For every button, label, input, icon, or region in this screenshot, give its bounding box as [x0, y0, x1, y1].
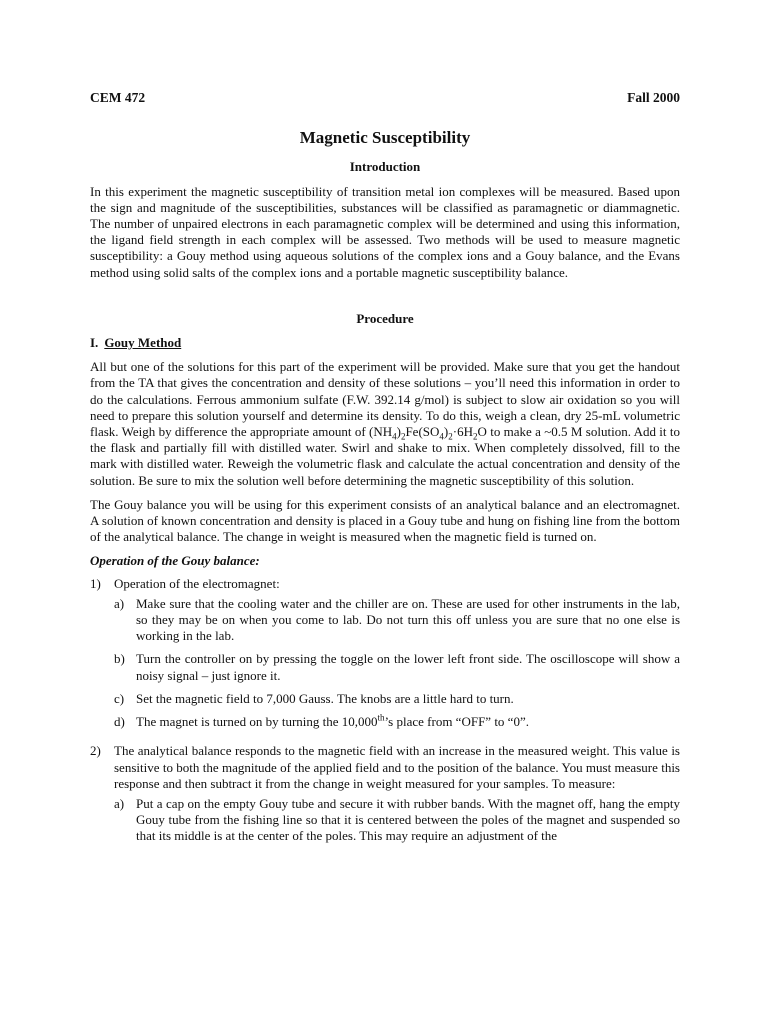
step-1-item-a: a) Make sure that the cooling water and the chiller are on. These are used for other instruments in the lab, so they may be on when you come to lab. Do not turn this off unless you are sure that no one else is working in the lab.	[114, 595, 680, 644]
section-title: Gouy Method	[104, 335, 182, 351]
course-code: CEM 472	[90, 90, 146, 105]
step-1: 1) Operation of the electromagnet: a) Make sure that the cooling water and the chiller are on. These are used for other instruments in the lab, so they may be on when you come to lab. Do not turn this off unless you are sure that no one else is working in the lab. b) Turn the controller on by pressing the toggle on the lower left front side. The oscilloscope will show a noisy signal – just ignore it. c) Set the magnetic field to 7,000 Gauss. The knobs are a little hard to turn. d) The magnet is turned on by turning the 10,000th’s place from “OFF” to “0”.	[90, 575, 680, 730]
gouy-paragraph-1: All but one of the solutions for this part of the experiment will be provided. Make sure that you get the handout from the TA that gives the concentration and density of these solutions – you’ll need this information in order to do the calculations. Ferrous ammonium sulfate (F.W. 392.14 g/mol) is subject to slow air oxidation so you will need to prepare this solution yourself and determine its density. To do this, weigh a clean, dry 25-mL volumetric flask. Weigh by difference the appropriate amount of $(NH_4)_2Fe(SO_4)_2\cdot 6H_2O$ to make a ~0.5 M solution. Add it to the flask and partially fill with distilled water. Swirl and shake to mix. When completely dissolved, fill to the mark with distilled water. Reweigh the volumetric flask and calculate the actual concentration and density of the solution. Be sure to mix the solution well before determining the magnetic susceptibility of this solution.	[90, 359, 680, 488]
step-2-sublist	[114, 796, 680, 845]
introduction-heading: Introduction	[349, 159, 421, 175]
document-header	[90, 90, 680, 106]
step-2: 2) The analytical balance responds to the magnetic field with an increase in the measured weight. This value is sensitive to both the magnitude of the applied field and to the position of the balance. You must measure this response and then subtract it from the change in weight measured for your samples. To measure: a) Put a cap on the empty Gouy tube and secure it with rubber bands. With the magnet off, hang the empty Gouy tube from the fishing line so that it is centered between the poles of the magnet and suspended so that its middle is at the center of the poles. This may require an adjustment of the	[90, 743, 680, 844]
gouy-method-heading	[90, 335, 680, 351]
operation-heading: Operation of the Gouy balance:	[90, 553, 260, 569]
document-title: Magnetic Susceptibility	[299, 128, 471, 148]
term-label: Fall 2000	[627, 90, 680, 105]
step-1-item-d: d) The magnet is turned on by turning the 10,000th’s place from “OFF” to “0”.	[114, 712, 529, 730]
section-number: I.	[90, 335, 99, 351]
step-1-item-c: c) Set the magnetic field to 7,000 Gauss. The knobs are a little hard to turn.	[114, 690, 514, 706]
chemical-formula: $(NH_4)_2Fe(SO_4)_2\cdot 6H_2O$	[369, 424, 487, 442]
step-1-sublist	[114, 596, 680, 730]
step-2-text: The analytical balance responds to the magnetic field with an increase in the measured weight. This value is sensitive to both the magnitude of the applied field and to the position of the balance. You must measure this response and then subtract it from the change in weight measured for your samples. To measure:	[114, 743, 680, 791]
gouy-paragraph-2: The Gouy balance you will be using for this experiment consists of an analytical balance and an electromagnet. A solution of known concentration and density is placed in a Gouy tube and hung on fishing line from the bottom of the analytical balance. The change in weight is measured when the magnetic field is turned on.	[90, 496, 680, 545]
procedure-heading: Procedure	[356, 310, 414, 326]
introduction-paragraph: In this experiment the magnetic susceptibility of transition metal ion complexes will be measured. Based upon the sign and magnitude of the susceptibilities, substances will be classified as paramagnetic or diammagnetic. The number of unpaired electrons in each paramagnetic complex will be determined and using this information, the ligand field strength in each complex will be assessed. Two methods will be used to measure magnetic susceptibility: a Gouy method using aqueous solutions of the complex ions and a Gouy balance, and the Evans method using solid salts of the complex ions and a portable magnetic susceptibility balance.	[90, 183, 680, 280]
step-1-item-b: b) Turn the controller on by pressing the toggle on the lower left front side. The oscilloscope will show a noisy signal – just ignore it.	[114, 651, 680, 683]
step-1-text: Operation of the electromagnet:	[114, 575, 280, 591]
step-2-item-a: a) Put a cap on the empty Gouy tube and secure it with rubber bands. With the magnet off, hang the empty Gouy tube from the fishing line so that it is centered between the poles of the magnet and suspended so that its middle is at the center of the poles. This may require an adjustment of the	[114, 795, 680, 844]
